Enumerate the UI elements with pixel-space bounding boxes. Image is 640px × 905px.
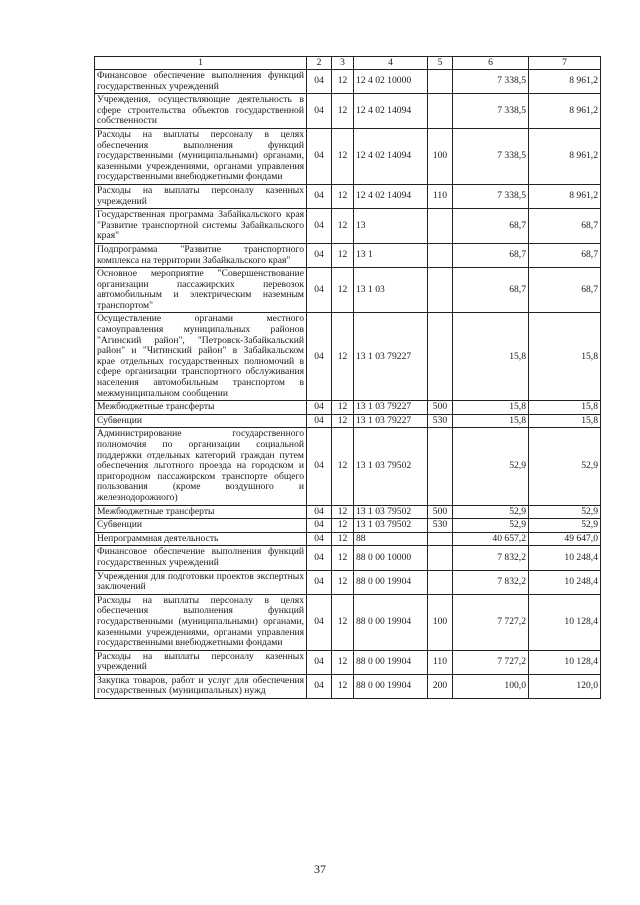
subsection-code-cell: 12 — [332, 650, 354, 674]
amount-col7-cell: 8 961,2 — [529, 70, 601, 94]
amount-col6-cell: 7 338,5 — [453, 128, 529, 184]
amount-col6-cell: 7 338,5 — [453, 94, 529, 129]
expense-name-cell: Администрирование государственного полномочия по организации социальной поддержки отдельных категорий граждан путем обеспечения льготного проезда на городском и пригородном пассажирском транспорте общего пользования (кроме воздушного и железнодорожного) — [95, 428, 307, 505]
expense-name-cell: Субвенции — [95, 414, 307, 428]
target-article-cell: 12 4 02 10000 — [354, 70, 428, 94]
expense-name-cell: Государственная программа Забайкальского края "Развитие транспортной системы Забайкальского края" — [95, 209, 307, 244]
subsection-code-cell: 12 — [332, 532, 354, 546]
table-row — [95, 94, 601, 129]
target-article-cell: 13 1 — [354, 243, 428, 267]
header-cell: 2 — [307, 57, 332, 70]
amount-col7-cell: 8 961,2 — [529, 94, 601, 129]
amount-col6-cell: 15,8 — [453, 313, 529, 401]
expense-type-cell: 530 — [428, 414, 453, 428]
amount-col7-cell: 68,7 — [529, 209, 601, 244]
table-row — [95, 428, 601, 505]
section-code-cell: 04 — [307, 414, 332, 428]
table-row — [95, 268, 601, 313]
table-row — [95, 546, 601, 570]
amount-col7-cell: 15,8 — [529, 401, 601, 415]
amount-col6-cell: 7 338,5 — [453, 184, 529, 208]
header-cell: 1 — [95, 57, 307, 70]
expense-type-cell — [428, 94, 453, 129]
amount-col7-cell: 8 961,2 — [529, 184, 601, 208]
section-code-cell: 04 — [307, 674, 332, 698]
subsection-code-cell: 12 — [332, 546, 354, 570]
subsection-code-cell: 12 — [332, 184, 354, 208]
subsection-code-cell: 12 — [332, 94, 354, 129]
subsection-code-cell: 12 — [332, 268, 354, 313]
target-article-cell: 13 1 03 79502 — [354, 519, 428, 533]
header-cell: 3 — [332, 57, 354, 70]
section-code-cell: 04 — [307, 570, 332, 594]
expense-name-cell: Межбюджетные трансферты — [95, 401, 307, 415]
expense-name-cell: Расходы на выплаты персоналу в целях обеспечения выполнения функций государственными (муниципальными) органами, казенными учреждениями, органами управления государственными внебюджетными фондами — [95, 128, 307, 184]
subsection-code-cell: 12 — [332, 70, 354, 94]
expense-type-cell — [428, 268, 453, 313]
header-cell: 5 — [428, 57, 453, 70]
amount-col6-cell: 68,7 — [453, 243, 529, 267]
header-cell: 7 — [529, 57, 601, 70]
expense-name-cell: Учреждения для подготовки проектов экспертных заключений — [95, 570, 307, 594]
table-row — [95, 70, 601, 94]
table-row — [95, 594, 601, 650]
subsection-code-cell: 12 — [332, 128, 354, 184]
table-row — [95, 313, 601, 401]
section-code-cell: 04 — [307, 546, 332, 570]
expense-type-cell — [428, 70, 453, 94]
target-article-cell: 13 1 03 79227 — [354, 401, 428, 415]
amount-col6-cell: 15,8 — [453, 414, 529, 428]
table-row — [95, 184, 601, 208]
section-code-cell: 04 — [307, 209, 332, 244]
amount-col7-cell: 52,9 — [529, 428, 601, 505]
amount-col6-cell: 52,9 — [453, 428, 529, 505]
expense-name-cell: Финансовое обеспечение выполнения функций государственных учреждений — [95, 70, 307, 94]
section-code-cell: 04 — [307, 401, 332, 415]
expense-name-cell: Расходы на выплаты персоналу в целях обеспечения выполнения функций государственными (муниципальными) органами, казенными учреждениями, органами управления государственными внебюджетными фондами — [95, 594, 307, 650]
expense-name-cell: Осуществление органами местного самоуправления муниципальных районов "Агинский район", "Петровск-Забайкальский район" и "Читинский район" в Забайкальском крае отдельных государственных полномочий в сфере организации транспортного обслуживания населения автомобильным транспортом в межмуниципальном сообщении — [95, 313, 307, 401]
amount-col6-cell: 52,9 — [453, 519, 529, 533]
amount-col6-cell: 7 832,2 — [453, 546, 529, 570]
page-number: 37 — [314, 862, 326, 876]
target-article-cell: 88 0 00 19904 — [354, 570, 428, 594]
table-row — [95, 532, 601, 546]
expense-name-cell: Субвенции — [95, 519, 307, 533]
subsection-code-cell: 12 — [332, 505, 354, 519]
target-article-cell: 88 0 00 19904 — [354, 594, 428, 650]
expense-name-cell: Учреждения, осуществляющие деятельность в сфере строительства объектов государственной собственности — [95, 94, 307, 129]
amount-col6-cell: 7 338,5 — [453, 70, 529, 94]
expense-name-cell: Расходы на выплаты персоналу казенных учреждений — [95, 650, 307, 674]
budget-table — [94, 56, 601, 699]
expense-type-cell — [428, 313, 453, 401]
section-code-cell: 04 — [307, 505, 332, 519]
expense-name-cell: Подпрограмма "Развитие транспортного комплекса на территории Забайкальского края" — [95, 243, 307, 267]
target-article-cell: 13 — [354, 209, 428, 244]
expense-type-cell: 500 — [428, 505, 453, 519]
table-body — [95, 70, 601, 699]
subsection-code-cell: 12 — [332, 428, 354, 505]
section-code-cell: 04 — [307, 184, 332, 208]
section-code-cell: 04 — [307, 428, 332, 505]
amount-col7-cell: 15,8 — [529, 313, 601, 401]
target-article-cell: 88 0 00 10000 — [354, 546, 428, 570]
target-article-cell: 13 1 03 — [354, 268, 428, 313]
table-row — [95, 128, 601, 184]
amount-col6-cell: 15,8 — [453, 401, 529, 415]
header-row — [95, 57, 601, 70]
expense-type-cell: 110 — [428, 184, 453, 208]
table-row — [95, 414, 601, 428]
target-article-cell: 13 1 03 79502 — [354, 428, 428, 505]
amount-col7-cell: 10 248,4 — [529, 570, 601, 594]
table-row — [95, 209, 601, 244]
target-article-cell: 12 4 02 14094 — [354, 128, 428, 184]
subsection-code-cell: 12 — [332, 594, 354, 650]
table-row — [95, 519, 601, 533]
amount-col6-cell: 7 727,2 — [453, 650, 529, 674]
target-article-cell: 88 0 00 19904 — [354, 650, 428, 674]
subsection-code-cell: 12 — [332, 570, 354, 594]
section-code-cell: 04 — [307, 313, 332, 401]
target-article-cell: 12 4 02 14094 — [354, 184, 428, 208]
table-row — [95, 401, 601, 415]
expense-type-cell: 100 — [428, 128, 453, 184]
amount-col6-cell: 100,0 — [453, 674, 529, 698]
section-code-cell: 04 — [307, 594, 332, 650]
expense-name-cell: Закупка товаров, работ и услуг для обеспечения государственных (муниципальных) нужд — [95, 674, 307, 698]
header-cell: 6 — [453, 57, 529, 70]
amount-col7-cell: 10 128,4 — [529, 594, 601, 650]
subsection-code-cell: 12 — [332, 209, 354, 244]
section-code-cell: 04 — [307, 268, 332, 313]
amount-col7-cell: 15,8 — [529, 414, 601, 428]
amount-col6-cell: 7 832,2 — [453, 570, 529, 594]
amount-col6-cell: 68,7 — [453, 268, 529, 313]
expense-type-cell — [428, 243, 453, 267]
expense-name-cell: Расходы на выплаты персоналу казенных учреждений — [95, 184, 307, 208]
expense-name-cell: Межбюджетные трансферты — [95, 505, 307, 519]
expense-type-cell: 200 — [428, 674, 453, 698]
table-row — [95, 674, 601, 698]
amount-col7-cell: 10 128,4 — [529, 650, 601, 674]
expense-name-cell: Основное мероприятие "Совершенствование организации пассажирских перевозок автомобильным и электрическим наземным транспортом" — [95, 268, 307, 313]
section-code-cell: 04 — [307, 94, 332, 129]
amount-col7-cell: 10 248,4 — [529, 546, 601, 570]
amount-col6-cell: 40 657,2 — [453, 532, 529, 546]
amount-col7-cell: 120,0 — [529, 674, 601, 698]
expense-type-cell: 110 — [428, 650, 453, 674]
header-cell: 4 — [354, 57, 428, 70]
table-row — [95, 243, 601, 267]
target-article-cell: 12 4 02 14094 — [354, 94, 428, 129]
expense-type-cell: 100 — [428, 594, 453, 650]
amount-col7-cell: 52,9 — [529, 505, 601, 519]
expense-name-cell: Непрограммная деятельность — [95, 532, 307, 546]
amount-col7-cell: 68,7 — [529, 243, 601, 267]
section-code-cell: 04 — [307, 70, 332, 94]
target-article-cell: 13 1 03 79227 — [354, 414, 428, 428]
table-row — [95, 505, 601, 519]
table-row — [95, 570, 601, 594]
target-article-cell: 88 — [354, 532, 428, 546]
target-article-cell: 88 0 00 19904 — [354, 674, 428, 698]
subsection-code-cell: 12 — [332, 243, 354, 267]
expense-type-cell: 500 — [428, 401, 453, 415]
amount-col6-cell: 68,7 — [453, 209, 529, 244]
amount-col6-cell: 52,9 — [453, 505, 529, 519]
expense-type-cell — [428, 570, 453, 594]
amount-col7-cell: 68,7 — [529, 268, 601, 313]
expense-type-cell — [428, 428, 453, 505]
section-code-cell: 04 — [307, 519, 332, 533]
expense-type-cell — [428, 209, 453, 244]
section-code-cell: 04 — [307, 243, 332, 267]
amount-col7-cell: 49 647,0 — [529, 532, 601, 546]
subsection-code-cell: 12 — [332, 414, 354, 428]
expense-type-cell — [428, 546, 453, 570]
section-code-cell: 04 — [307, 650, 332, 674]
amount-col7-cell: 8 961,2 — [529, 128, 601, 184]
amount-col6-cell: 7 727,2 — [453, 594, 529, 650]
expense-name-cell: Финансовое обеспечение выполнения функций государственных учреждений — [95, 546, 307, 570]
subsection-code-cell: 12 — [332, 519, 354, 533]
subsection-code-cell: 12 — [332, 401, 354, 415]
subsection-code-cell: 12 — [332, 674, 354, 698]
target-article-cell: 13 1 03 79227 — [354, 313, 428, 401]
section-code-cell: 04 — [307, 532, 332, 546]
expense-type-cell — [428, 532, 453, 546]
subsection-code-cell: 12 — [332, 313, 354, 401]
expense-type-cell: 530 — [428, 519, 453, 533]
table-row — [95, 650, 601, 674]
target-article-cell: 13 1 03 79502 — [354, 505, 428, 519]
amount-col7-cell: 52,9 — [529, 519, 601, 533]
section-code-cell: 04 — [307, 128, 332, 184]
